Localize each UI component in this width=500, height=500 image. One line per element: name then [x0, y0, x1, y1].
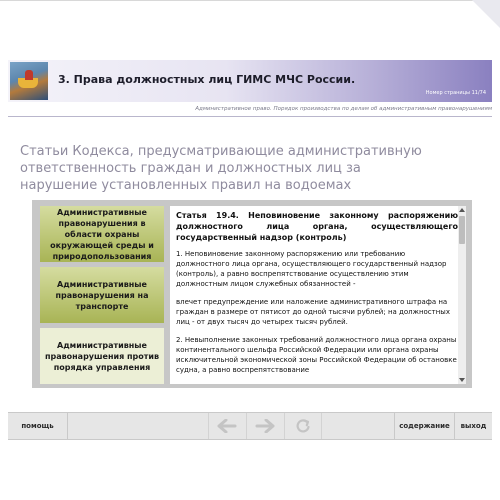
- scroll-up-icon[interactable]: [459, 208, 465, 212]
- article-heading: Статья 19.4. Неповиновение законному распоряжению должностного лица органа, осуществляющего государственный надзор (контроль): [176, 211, 458, 242]
- footer-toolbar: [8, 412, 492, 440]
- help-button[interactable]: помощь: [8, 413, 68, 439]
- exit-button[interactable]: выход: [454, 413, 492, 439]
- scroll-down-icon[interactable]: [459, 378, 465, 382]
- header-bar: [8, 60, 492, 102]
- header-divider: [8, 116, 492, 117]
- article-paragraph: 1. Неповиновение законному распоряжению или требованию должностного лица органа, осуществляющего государственный надзор (контроль), а равно воспрепятствование осуществлению этим должностным лицом служебных обязанностей -: [176, 250, 447, 288]
- article-paragraph: влечет предупреждение или наложение административного штрафа на граждан в размере от пятисот до одной тысячи рублей; на должностных лиц - от двух тысяч до четырех тысяч рублей.: [176, 298, 450, 326]
- header-photo: [10, 62, 48, 100]
- page-corner-fold: [472, 0, 500, 28]
- tab-label: Административные правонарушения против порядка управления: [44, 340, 160, 372]
- person-image-shape: [25, 70, 33, 80]
- page-title: 3. Права должностных лиц ГИМС МЧС России.: [58, 73, 356, 86]
- tab-label: Административные правонарушения в области охраны окружающей среды и природопользования: [50, 207, 154, 261]
- tab-label: Административные правонарушения на транспорте: [55, 279, 149, 311]
- tab-management-order[interactable]: [40, 328, 164, 384]
- scrollbar-thumb[interactable]: [459, 216, 465, 244]
- arrow-left-icon[interactable]: [208, 413, 245, 439]
- top-border: [0, 0, 500, 1]
- refresh-icon[interactable]: [284, 413, 322, 439]
- article-paragraph: 2. Невыполнение законных требований должностного лица органа охраны континентального шельфа Российской Федерации или органа охраны исключительной экономической зоны Российской Федерации об остановке судна, а равно воспрепятствование: [176, 336, 457, 374]
- breadcrumb: Административное право. Порядок производства по делам об административным правонарушениям: [195, 106, 492, 112]
- tab-transport[interactable]: [40, 267, 164, 323]
- section-title: Статьи Кодекса, предусматривающие административную ответственность граждан и должностных лиц за нарушение установленных правил на водоемах: [20, 144, 422, 193]
- article-text: [176, 210, 458, 383]
- contents-button[interactable]: содержание: [394, 413, 454, 439]
- vertical-scrollbar[interactable]: [458, 206, 466, 384]
- arrow-right-icon[interactable]: [246, 413, 283, 439]
- page-number-indicator: Номер страницы 11/74: [425, 90, 486, 96]
- tab-environment[interactable]: [40, 206, 164, 262]
- article-content: [170, 206, 466, 384]
